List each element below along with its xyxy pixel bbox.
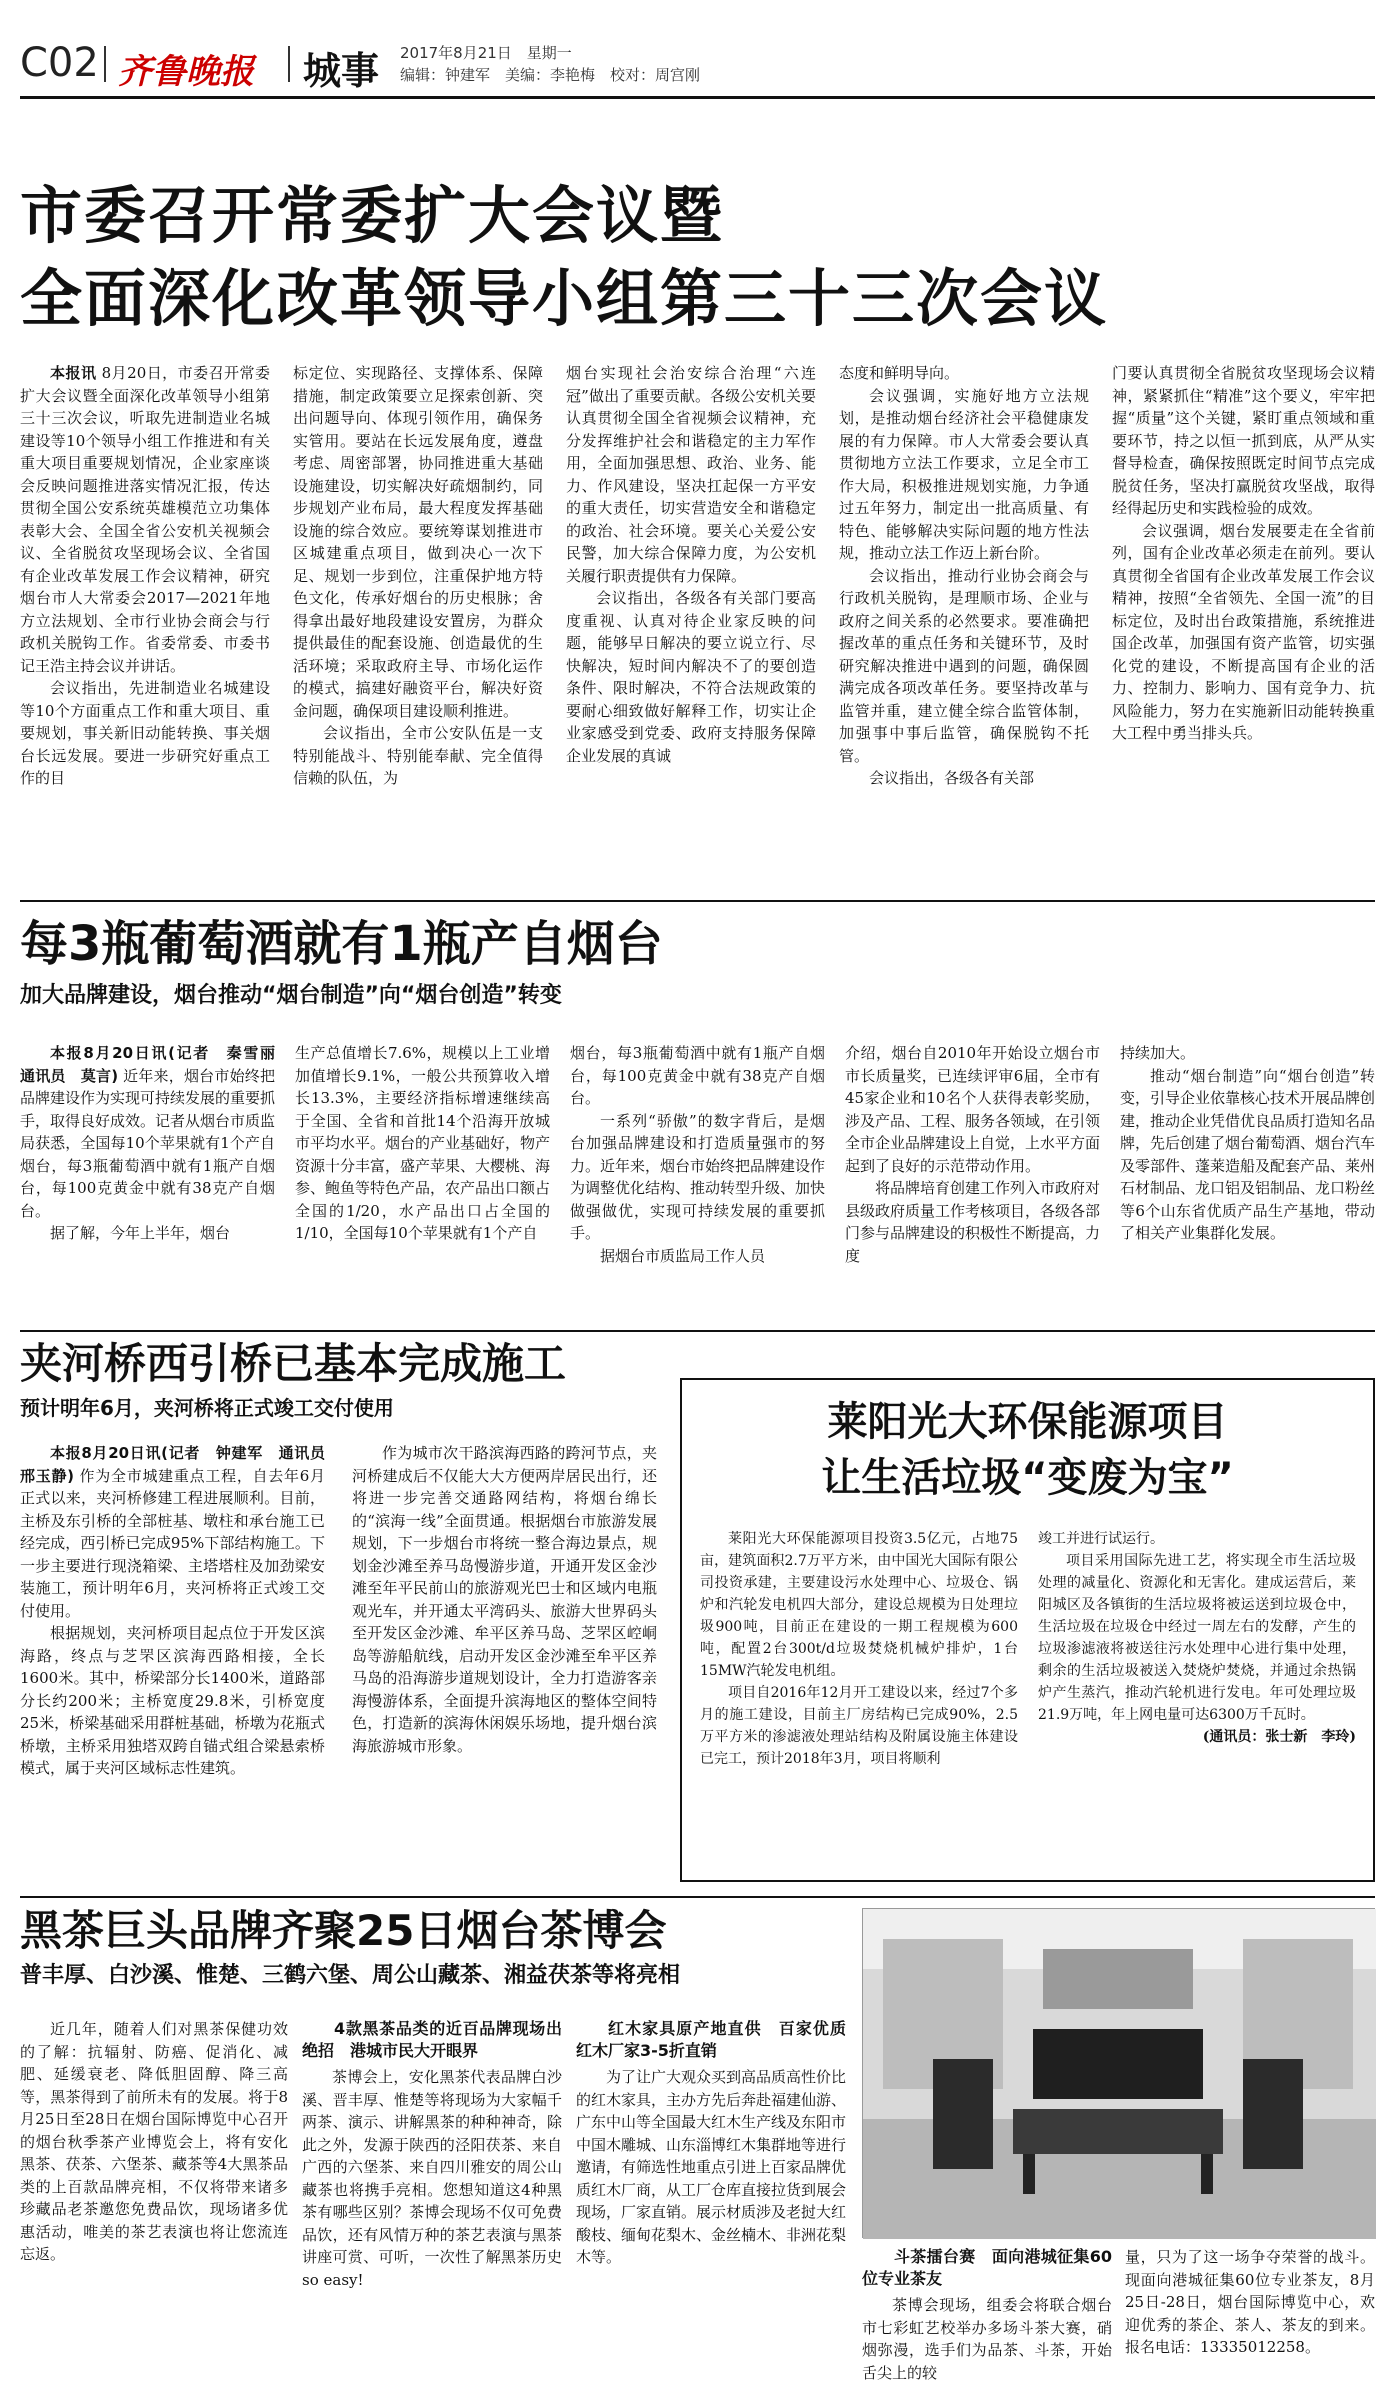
tea-room-illustration (863, 1909, 1376, 2239)
story3-lead: 本报8月20日讯(记者 钟建军 通讯员 邢玉静) (20, 1444, 341, 1485)
divider (288, 46, 290, 82)
story1-paragraph: 门要认真贯彻全省脱贫攻坚现场会议精神，紧紧抓住“精准”这个要义，牢牢把握“质量”这个关键，紧盯重点领域和重要环节，持之以恒一抓到底，从严从实督导检查，确保按照既定时间节点完成脱贫任务，坚决打赢脱贫攻坚战，取得经得起历史和实践检验的成效。 (1112, 364, 1375, 517)
section-divider (20, 900, 1375, 902)
story2-column-2 (295, 1042, 550, 1314)
tea-room-photo (862, 1908, 1375, 2238)
section-divider (20, 1330, 1375, 1332)
story4-column-1 (700, 1528, 1018, 1868)
story2-body: 近年来，烟台市始终把品牌建设作为实现可持续发展的重要抓手，取得良好成效。记者从烟台市质监局获悉，全国每10个苹果就有1个产自烟台，每3瓶葡萄酒中就有1瓶产自烟台，每100克黄金中就有38克产自烟台。 (20, 1066, 276, 1220)
story4-column-2 (1038, 1528, 1356, 1868)
story5-paragraph: 茶博会上，安化黑茶代表品牌白沙溪、晋丰厚、惟楚等将现场为大家幅千两茶、演示、讲解黑茶的种种神奇，除此之外，发源于陕西的泾阳茯茶、来自广西的六堡茶、来自四川雅安的周公山藏茶也将携手亮相。您想知道这4种黑茶有哪些区别？茶博会现场不仅可免费品饮，还有风情万种的茶艺表演与黑茶讲座可赏、可听，一次性了解黑茶历史so easy! (302, 2068, 562, 2289)
story3-subheadline: 预计明年6月，夹河桥将正式竣工交付使用 (20, 1396, 394, 1420)
story5-column-4 (862, 2246, 1112, 2381)
story2-column-3 (570, 1042, 825, 1314)
masthead (20, 40, 1365, 93)
date-line: 2017年8月21日 星期一 (400, 44, 572, 62)
story2-lead: 本报8月20日讯(记者 秦雪丽 通讯员 莫言) (20, 1044, 291, 1085)
story2-paragraph: 烟台，每3瓶葡萄酒中就有1瓶产自烟台，每100克黄金中就有38克产自烟台。 (570, 1044, 825, 1107)
story2-headline: 每3瓶葡萄酒就有1瓶产自烟台 (20, 916, 663, 972)
story4-paragraph: 竣工并进行试运行。 (1038, 1531, 1164, 1547)
story5-paragraph: 量，只为了这一场争夺荣誉的战斗。现面向港城征集60位专业茶友，8月25日-28日，烟台国际博览中心，欢迎优秀的茶企、茶人、茶友的到来。报名电话：13335012258。 (1125, 2248, 1375, 2356)
story2-paragraph: 一系列“骄傲”的数字背后，是烟台加强品牌建设和打造质量强市的努力。近年来，烟台市始终把品牌建设作为调整优化结构、推动转型升级、加快做强做优，实现可持续发展的重要抓手。 (570, 1111, 826, 1242)
story3-body: 作为全市城建重点工程，自去年6月正式以来，夹河桥修建工程进展顺利。目前，主桥及东引桥的全部桩基、墩柱和承台施工已经完成，西引桥已完成95%下部结构施工。下一步主要进行现浇箱梁、主塔塔柱及加劲梁安装施工，预计明年6月，夹河桥将正式竣工交付使用。 (20, 1466, 325, 1620)
story5-column-2 (302, 2018, 562, 2378)
story5-headline: 黑茶巨头品牌齐聚25日烟台茶博会 (20, 1906, 667, 1955)
story2-paragraph: 持续加大。 (1120, 1044, 1196, 1062)
story3-paragraph: 根据规划，夹河桥项目起点位于开发区滨海路，终点与芝罘区滨海西路相接，全长1600米。其中，桥梁部分长1400米，道路部分长约200米；主桥宽度29.8米，引桥宽度25米，桥梁基础采用群桩基础，桥墩为花瓶式桥墩，主桥采用独塔双跨自锚式组合梁悬索桥模式，属于夹河区域标志性建筑。 (20, 1624, 325, 1777)
story4-paragraph: 项目采用国际先进工艺，将实现全市生活垃圾处理的减量化、资源化和无害化。建成运营后，莱阳城区及各镇街的生活垃圾将被运送到垃圾仓中，生活垃圾在垃圾仓中经过一周左右的发酵，产生的垃圾渗滤液将被送往污水处理中心进行集中处理，剩余的生活垃圾被送入焚烧炉焚烧，并通过余热锅炉产生蒸汽，推动汽轮机进行发电。年可处理垃圾21.9万吨，年上网电量可达6300万千瓦时。 (1038, 1553, 1356, 1723)
story3-column-1 (20, 1442, 341, 1882)
story2-paragraph: 据了解，今年上半年，烟台 (50, 1224, 231, 1242)
story3-column-2 (352, 1442, 657, 1882)
photo-caption: 斗茶擂台赛 面向港城征集60位专业茶友 (862, 2247, 1112, 2288)
story5-subhead: 红木家具原产地直供 百家优质红木厂家3-5折直销 (576, 2019, 846, 2060)
page-number: C02 (20, 40, 99, 86)
story2-subheadline: 加大品牌建设，烟台推动“烟台制造”向“烟台创造”转变 (20, 983, 562, 1008)
story1-paragraph: 会议指出，全市公安队伍是一支特别能战斗、特别能奉献、完全值得信赖的队伍，为 (293, 724, 543, 787)
section-divider (20, 1896, 1375, 1898)
story5-paragraph: 近几年，随着人们对黑茶保健功效的了解：抗辐射、防癌、促消化、减肥、延缓衰老、降低胆固醇、降三高等，黑茶得到了前所未有的发展。将于8月25日至28日在烟台国际博览中心召开的烟台秋季茶产业博览会上，将有安化黑茶、茯茶、六堡茶、藏茶等4大黑茶品类的上百款品牌亮相，不仅将带来诸多珍藏品老茶邀您免费品饮，现场诸多优惠活动，唯美的茶艺表演也将让您流连忘返。 (20, 2020, 288, 2263)
story1-headline-line2: 全面深化改革领导小组第三十三次会议 (20, 262, 1109, 335)
story1-headline-line1: 市委召开常委扩大会议暨 (20, 179, 725, 252)
story1-paragraph: 会议指出，各级各有关部门要高度重视、认真对待企业家反映的问题，能够早日解决的要立说立行、尽快解决，短时间内解决不了的要创造条件、限时解决，不符合法规政策的要耐心细致做好解释工作，切实让企业家感受到党委、政府支持服务保障企业发展的真诚 (566, 589, 816, 765)
story3-headline: 夹河桥西引桥已基本完成施工 (20, 1339, 567, 1388)
story1-column-1 (20, 362, 270, 880)
story2-column-5 (1120, 1042, 1375, 1314)
story1-column-3 (566, 362, 816, 880)
editors-line: 编辑：钟建军 美编：李艳梅 校对：周宫刚 (400, 66, 701, 84)
story4-paragraph: 项目自2016年12月开工建设以来，经过7个多月的施工建设，目前主厂房结构已完成90%，2.5万平方米的渗滤液处理站结构及附属设施主体建设已完工，预计2018年3月，项目将顺利 (700, 1685, 1018, 1767)
story1-paragraph: 会议指出，推动行业协会商会与行政机关脱钩，是理顺市场、企业与政府之间关系的必然要求。要准确把握改革的重点任务和关键环节，及时研究解决推进中遇到的问题，确保圆满完成各项改革任务。要坚持改革与监管并重，建立健全综合监管体制，加强事中事后监管，确保脱钩不托管。 (839, 566, 1089, 765)
masthead-rule (20, 96, 1375, 99)
story5-column-5 (1125, 2246, 1375, 2381)
story1-paragraph: 态度和鲜明导向。 (839, 364, 960, 382)
story5-column-3 (576, 2018, 846, 2378)
story1-paragraph: 会议指出，各级各有关部 (869, 769, 1035, 787)
story2-paragraph: 推动“烟台制造”向“烟台创造”转变，引导企业依靠核心技术开展品牌创建，推动企业凭借优良品质打造知名品牌，先后创建了烟台葡萄酒、烟台汽车及零部件、蓬莱造船及配套产品、莱州石材制品、龙口铝及铝制品、龙口粉丝等6个山东省优质产品生产基地，带动了相关产业集群化发展。 (1120, 1066, 1376, 1242)
story1-paragraph: 会议指出，先进制造业名城建设等10个方面重点工作和重大项目、重要规划，事关新旧动能转换、事关烟台长远发展。要进一步研究好重点工作的目 (20, 679, 270, 787)
divider (104, 46, 106, 82)
story1-paragraph: 会议强调，烟台发展要走在全省前列，国有企业改革必须走在前列。要认真贯彻全省国有企业改革发展工作会议精神，按照“全省领先、全国一流”的目标定位，及时出台政策措施，系统推进国企改革，加强国有资产监管，切实强化党的建设，不断提高国有企业的活力、控制力、影响力、国有竞争力、抗风险能力，努力在实施新旧动能转换重大工程中勇当排头兵。 (1112, 521, 1375, 742)
story1-body: 8月20日，市委召开常委扩大会议暨全面深化改革领导小组第三十三次会议，听取先进制造业名城建设等10个领导小组工作推进和有关重大项目重要规划情况，企业家座谈会反映问题推进落实情况汇报，传达贯彻全国公安系统英雄模范立功集体表彰大会、全国全省公安机关视频会议、全省脱贫攻坚现场会议、全省国有企业改革发展工作会议精神，研究烟台市人大常委会2017—2021年地方立法规划、全市行业协会商会与行政机关脱钩工作。省委常委、市委书记王浩主持会议并讲话。 (20, 364, 270, 675)
paper-logo: 齐鲁晚报 (118, 52, 254, 92)
section-name: 城事 (303, 49, 380, 93)
story2-paragraph: 生产总值增长7.6%，规模以上工业增加值增长9.1%，一般公共预算收入增长13.3%，主要经济指标增速继续高于全国、全省和首批14个沿海开放城市平均水平。烟台的产业基础好，物产资源十分丰富，盛产苹果、大樱桃、海参、鲍鱼等特色产品，农产品出口额占全国的1/20，水产品出口占全国的1/10，全国每10个苹果就有1个产自 (295, 1044, 551, 1242)
story1-column-2 (293, 362, 543, 880)
story1-paragraph: 标定位、实现路径、支撑体系、保障措施，制定政策要立足探索创新、突出问题导向、体现引领作用，确保务实管用。要站在长远发展角度，遵盘考虑、周密部署，协同推进重大基础设施建设，切实解决好疏烟制约，同步规划产业布局，最大程度发挥基础设施的综合效应。要统筹谋划推进市区城建重点项目，做到决心一次下足、规划一步到位，注重保护地方特色文化，传承好烟台的历史根脉；舍得拿出最好地段建设安置房，为群众提供最佳的配套设施、创造最优的生活环境；采取政府主导、市场化运作的模式，搞建好融资平台，解决好资金问题，确保项目建设顺利推进。 (293, 364, 543, 720)
story5-column-1 (20, 2018, 288, 2378)
story5-subhead: 4款黑茶品类的近百品牌现场出绝招 港城市民大开眼界 (302, 2019, 562, 2060)
story4-paragraph: 莱阳光大环保能源项目投资3.5亿元，占地75亩，建筑面积2.7万平方米，由中国光大国际有限公司投资承建，主要建设污水处理中心、垃圾仓、锅炉和汽轮发电机四大部分，建设总规模为日处理垃圾900吨，目前正在建设的一期工程规模为600吨，配置2台300t/d垃圾焚烧机械炉排炉，1台15MW汽轮发电机组。 (700, 1531, 1018, 1679)
story5-subheadline: 普丰厚、白沙溪、惟楚、三鹤六堡、周公山藏茶、湘益茯茶等将亮相 (20, 1963, 681, 1988)
story4-byline: (通讯员：张士新 李玲) (1202, 1729, 1356, 1745)
story2-paragraph: 将品牌培育创建工作列入市政府对县级政府质量工作考核项目，各级各部门参与品牌建设的积极性不断提高，力度 (845, 1179, 1101, 1265)
story2-paragraph: 据烟台市质监局工作人员 (600, 1246, 766, 1265)
story5-paragraph: 茶博会现场，组委会将联合烟台市七彩虹艺校举办多场斗茶大赛，硝烟弥漫，选手们为品茶、斗茶，开始舌尖上的较 (862, 2296, 1112, 2382)
story1-column-4 (839, 362, 1089, 880)
story2-paragraph: 介绍，烟台自2010年开始设立烟台市市长质量奖，已连续评审6届，全市有45家企业和10名个人获得表彰奖励，涉及产品、工程、服务各领域，在引领全市企业品牌建设上自觉，上水平方面起到了良好的示范带动作用。 (845, 1044, 1101, 1175)
story1-column-5 (1112, 362, 1375, 880)
story1-paragraph: 会议强调，实施好地方立法规划，是推动烟台经济社会平稳健康发展的有力保障。市人大常委会要认真贯彻地方立法工作要求，立足全市工作大局，积极推进规划实施，力争通过五年努力，制定出一批高质量、有特色、能够解决实际问题的地方性法规，推动立法工作迈上新台阶。 (839, 386, 1089, 562)
story2-column-4 (845, 1042, 1100, 1314)
story1-lead: 本报讯 (50, 364, 97, 382)
story4-headline-line2: 让生活垃圾“变废为宝” (821, 1455, 1234, 1501)
story3-paragraph: 作为城市次干路滨海西路的跨河节点，夹河桥建成后不仅能大大方便两岸居民出行，还将进一步完善交通路网结构，将烟台绵长的“滨海一线”全面贯通。根据烟台市旅游发展规划，下一步烟台市将统一整合海边景点，规划金沙滩至养马岛慢游步道，开通开发区金沙滩至年平民前山的旅游观光巴士和区域内电瓶观光车，并开通太平湾码头、旅游大世界码头至开发区金沙滩、牟平区养马岛、芝罘区崆峒岛等游船航线，启动开发区金沙滩至牟平区养马岛的沿海游步道规划设计，全力打造游客亲海慢游体系，全面提升滨海地区的整体空间特色，打造新的滨海休闲娱乐场地，提升烟台滨海旅游城市形象。 (352, 1444, 657, 1755)
story5-paragraph: 为了让广大观众买到高品质高性价比的红木家具，主办方先后奔赴福建仙游、广东中山等全国最大红木生产线及东阳市中国木雕城、山东淄博红木集群地等进行邀请，有筛选性地重点引进上百家品牌优质红木厂商，从工厂仓库直接拉货到展会现场，厂家直销。展示材质涉及老挝大红酸枝、缅甸花梨木、金丝楠木、非洲花梨木等。 (576, 2068, 847, 2266)
story4-headline-line1: 莱阳光大环保能源项目 (827, 1399, 1228, 1445)
story1-paragraph: 烟台实现社会治安综合治理“六连冠”做出了重要贡献。各级公安机关要认真贯彻全国全省视频会议精神，充分发挥维护社会和谐稳定的主力军作用，全面加强思想、政治、业务、能力、作风建设，坚决扛起保一方平安的重大责任，切实营造安全和谐稳定的政治、社会环境。要关心关爱公安民警，加大综合保障力度，为公安机关履行职责提供有力保障。 (566, 364, 816, 585)
story2-column-1 (20, 1042, 291, 1314)
